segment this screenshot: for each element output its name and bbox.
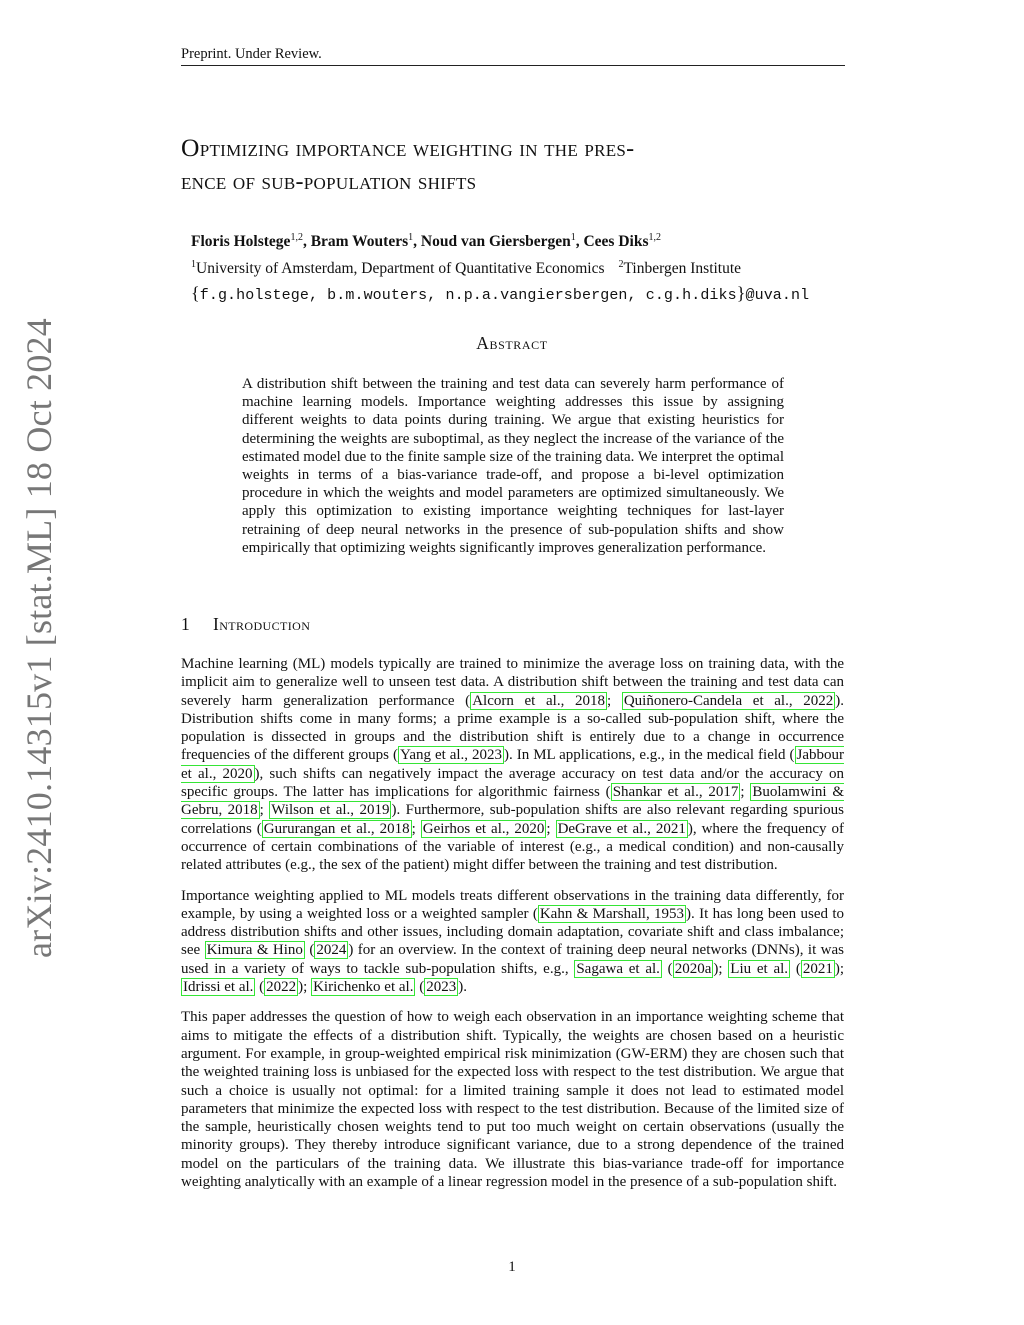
citation-link[interactable]: Yang et al., 2023 (399, 747, 503, 764)
email-users: f.g.holstege, b.m.wouters, n.p.a.vangiersbergen, c.g.h.diks (199, 287, 737, 304)
citation-link[interactable]: 2024 (316, 942, 347, 959)
email-domain: @uva.nl (745, 287, 810, 304)
paragraph-text: ), such shifts can negatively impact the average accuracy on test data and/or the accuracy on specific groups. The latter has implications for algorithmic fairness ( (181, 765, 844, 801)
email-open-brace: { (191, 283, 200, 303)
section-number: 1 (181, 614, 190, 634)
affiliation-2: Tinbergen Institute (623, 260, 742, 277)
title-line-1: ptimizing importance weighting in the pres- (199, 136, 635, 162)
citation-link[interactable]: Kirichenko et al. (313, 979, 414, 996)
page-number: 1 (508, 1259, 516, 1275)
paragraph-text: This paper addresses the question of how to weigh each observation in an importance weighting scheme that aims to mitigate the effects of a distribution shift. Typically, the weights are chosen based on a heuristic argument. For example, in group-weighted empirical risk minimization (GW-ERM) they are chosen such that the weighted training loss is unbiased for the expected loss with respect to the test distribution. We argue that such a choice is usually not optimal: for a limited training sample it does not lead to estimated model parameters that minimize the expected loss with respect to the test distribution. Because of the limited size of the sample, heuristically chosen weights tend to put too much weight on certain observations (usually the minority groups). They thereby introduce significant variance, due to a strong dependence of the trained model on the particulars of the training data. We illustrate this bias-variance trade-off for importance weighting analytically with an example of a linear regression model in the presence of a sub-population shift. (181, 1009, 844, 1191)
paragraph (181, 887, 844, 997)
affiliation-1: University of Amsterdam, Department of Quantitative Economics (196, 260, 605, 277)
abstract-text: A distribution shift between the training and test data can severely harm performance of machine learning models. Importance weighting addresses this issue by assigning different weights to data points during training. We argue that existing heuristics for determining the weights are suboptimal, as they neglect the increase of the variance of the estimated model due to the finite sample size of the training data. We interpret the optimal weights in terms of a bias-variance trade-off, and propose a bi-level optimization procedure in which the weights and model parameters are optimized simultaneously. We apply this optimization to existing importance weighting techniques for last-layer retraining of deep neural networks in the presence of sub-population shifts and show empirically that optimizing weights significantly improves generalization performance. (242, 376, 784, 556)
paragraph-text: ( (304, 942, 315, 959)
citation-link[interactable]: Liu et al. (730, 960, 789, 977)
author-affiliation-marker: 1,2 (648, 232, 661, 243)
author-list (191, 228, 851, 252)
paragraph (181, 1008, 844, 1191)
citation-link[interactable]: Kimura & Hino (206, 942, 303, 959)
citation-link[interactable]: Shankar et al., 2017 (612, 784, 739, 801)
email-line (191, 283, 851, 306)
author-affiliation-marker: 1 (570, 232, 576, 243)
header-text: Preprint. Under Review. (181, 46, 322, 62)
citation-link[interactable]: Gururangan et al., 2018 (263, 820, 410, 837)
author-name: Cees Diks (583, 233, 649, 250)
paragraph (181, 655, 844, 875)
section-title: Introduction (213, 614, 311, 634)
citation-link[interactable]: Jabbour et al., 2020 (181, 747, 845, 782)
author-affiliation-marker: 1,2 (290, 232, 303, 243)
paragraph-text: ). Distribution shifts come in many forms; a prime example is a so-called sub-population shift, where the population is dissected in groups and the distribution shift is entirely due to a change in occurrence frequencies of the different groups ( (181, 692, 845, 764)
paragraph-text: ). In ML applications, e.g., in the medical field ( (504, 747, 795, 764)
paragraph-text: ( (255, 979, 265, 996)
author-name: Noud van Giersbergen (420, 233, 571, 250)
affiliation-1-marker: 1 (191, 259, 196, 270)
paragraph-text: ; (740, 784, 751, 801)
citation-link[interactable]: DeGrave et al., 2021 (557, 820, 686, 837)
title-line-2: ence of sub-population shifts (181, 169, 477, 195)
citation-link[interactable]: Wilson et al., 2019 (271, 802, 390, 819)
citation-link[interactable]: Kahn & Marshall, 1953 (539, 905, 685, 922)
paragraph-text: ; (411, 820, 421, 837)
arxiv-side-identifier: arXiv:2410.14315v1 [stat.ML] 18 Oct 2024 (19, 318, 59, 958)
paragraph-text: ); (713, 960, 729, 977)
citation-link[interactable]: Quiñonero-Candela et al., 2022 (623, 692, 834, 709)
abstract-heading: Abstract (476, 333, 548, 353)
author-separator: , (302, 233, 311, 250)
email-close-brace: } (736, 283, 746, 303)
citation-link[interactable]: 2020a (674, 960, 712, 977)
citation-link[interactable]: 2021 (802, 960, 833, 977)
paragraph-text: ; (606, 692, 622, 709)
citation-link[interactable]: 2023 (426, 979, 457, 996)
author-affiliation-marker: 1 (408, 232, 414, 243)
paragraph-text: ( (415, 979, 425, 996)
citation-link[interactable]: Alcorn et al., 2018 (472, 692, 605, 709)
affiliation-2-marker: 2 (618, 259, 624, 270)
paragraph-text: ; (546, 820, 556, 837)
author-block (191, 228, 851, 306)
title-initial: O (181, 133, 200, 162)
citation-link[interactable]: Sagawa et al. (576, 960, 660, 977)
section-heading-introduction (181, 614, 310, 635)
author-separator: , (575, 233, 584, 250)
author-name: Floris Holstege (191, 233, 291, 250)
citation-link[interactable]: Buolamwini & Gebru, 2018 (181, 784, 844, 819)
paragraph-text: ; (259, 802, 270, 819)
author-name: Bram Wouters (310, 233, 409, 250)
affiliations (191, 255, 851, 279)
paragraph-text: ). It has long been used to address distribution shifts and other issues, including domain adaptation, covariate shift and class imbalance; see (181, 905, 844, 959)
paragraph-text: Importance weighting applied to ML models treats different observations in the training data differently, for example, by using a weighted loss or a weighted sampler ( (181, 887, 844, 922)
paragraph-text: ), where the frequency of occurrence of certain combinations of the variable of interest (e.g., a medical condition) and non-causally related attributes (e.g., the sex of the patient) might differ between the training and test distribution. (181, 820, 844, 874)
paragraph-text: Machine learning (ML) models typically are trained to minimize the average loss on training data, with the implicit aim to generalize well to unseen test data. A distribution shift between the training and test data can severely harm generalization performance ( (181, 656, 844, 709)
paragraph-text: ); (834, 960, 844, 977)
paragraph-text: ) for an overview. In the context of training deep neural networks (DNNs), it was used in a variety of ways to tackle sub-population shifts, e.g., (181, 942, 845, 977)
header-rule (181, 65, 845, 66)
citation-link[interactable]: 2022 (266, 979, 297, 996)
introduction-body (181, 655, 844, 1203)
citation-link[interactable]: Geirhos et al., 2020 (422, 820, 545, 837)
paragraph-text: ( (790, 960, 801, 977)
paragraph-text: ). Furthermore, sub-population shifts are also relevant regarding spurious correlations ( (181, 802, 844, 837)
paragraph-text: ); (298, 979, 312, 996)
author-separator: , (413, 233, 421, 250)
paragraph-text: ( (661, 960, 673, 977)
citation-link[interactable]: Idrissi et al. (183, 979, 254, 996)
paragraph-text: ). (458, 979, 467, 996)
running-header (181, 46, 845, 66)
paper-title (181, 131, 845, 199)
